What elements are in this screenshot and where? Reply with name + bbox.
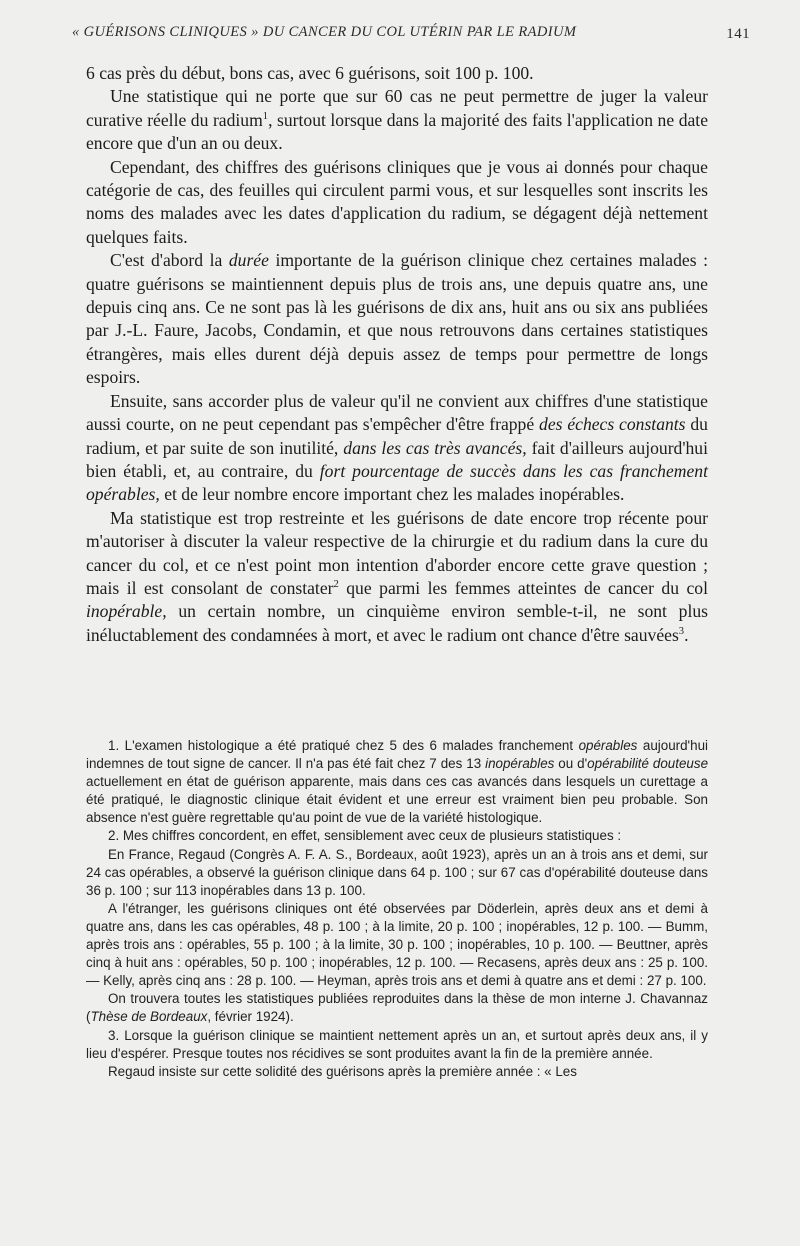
text-run: 6 cas près du début, bons cas, avec 6 guérisons, soit 100 p. 100. — [86, 63, 534, 83]
text-run: 3. Lorsque la guérison clinique se maintient nettement après un an, et surtout après deux ans, il y lieu d'espérer. Presque toutes nos récidives se sont produites avant la fin de la première année. — [86, 1027, 708, 1061]
paragraph-4 — [86, 249, 708, 389]
text-run: On trouvera toutes les statistiques publiées reproduites dans la thèse de mon interne J. Chavannaz ( — [86, 991, 708, 1025]
text-run: et de leur nombre encore important chez les malades inopérables. — [159, 484, 625, 505]
text-run: A l'étranger, les guérisons cliniques ont été observées par Döderlein, après deux ans et demi à quatre ans, dans les cas opérables, 48 p. 100 ; à la limite, 20 p. 100 ; inopérables, 12 p. 100. — Bumm, après trois ans : opérables, 55 p. 100 ; à la limite, 30 p. 100 ; inopérables, 10 p. 100. — Beuttner, après cinq à huit ans : opérables, 50 p. 100 ; inopérables, 12 p. 100. — Recasens, après deux ans : 25 p. 100. — Kelly, après cinq ans : 28 p. 100. — Heyman, après trois ans et demi à quatre ans et demi : 27 p. 100. — [86, 900, 708, 989]
footnote-ref-2: 2 — [333, 579, 339, 591]
footnote-1 — [86, 737, 708, 827]
paragraph-1 — [86, 62, 708, 85]
footnote-3-regaud — [86, 1063, 708, 1081]
text-run: un certain nombre, un cinquième environ semble-t-il, ne sont plus inéluctablement des condamnées à mort, et avec le radium ont chance d'être sauvées — [86, 601, 708, 645]
running-header — [60, 20, 750, 50]
emphasis: Thèse de Bordeaux — [90, 1009, 208, 1025]
paragraph-6 — [86, 507, 708, 647]
text-run: En France, Regaud (Congrès A. F. A. S., Bordeaux, août 1923), après un an à trois ans et demi, sur 24 cas opérables, a observé la guérison clinique dans 64 p. 100 ; sur 67 cas d'opérabilité douteuse dans 36 p. 100 ; sur 113 inopérables dans 13 p. 100. — [86, 846, 708, 898]
text-run: aujourd'hui indemnes de tout signe de cancer. Il n'a pas été fait chez 7 des 13 — [86, 738, 708, 772]
footnote-ref-3: 3 — [678, 625, 685, 637]
text-run: fait d'ailleurs aujourd'hui bien établi, et, au contraire, du — [86, 437, 708, 481]
text-run: Ensuite, sans accorder plus de valeur qu'il ne convient aux chiffres d'une statistique aussi courte, on ne peut cependant pas s'empêcher d'être frappé — [86, 390, 708, 435]
footnote-ref-1: 1 — [262, 110, 269, 122]
footnote-2-these — [86, 990, 708, 1026]
footnotes — [86, 737, 708, 1081]
emphasis: opérables — [578, 738, 638, 753]
footnote-2 — [86, 827, 708, 845]
text-run: . — [684, 624, 689, 645]
emphasis: inopérables — [485, 756, 555, 772]
emphasis: dans les cas très avancés, — [343, 437, 527, 458]
text-run: actuellement en état de guérison apparente, mais dans ces cas avancés dans lesquels un curettage a été pratiqué, le diagnostic clinique était évident et une erreur est vraiment bien peu probable. Son absence n'est guère regrettable qu'au point de vue de la variété histologique. — [86, 774, 708, 826]
footnote-2-etranger — [86, 900, 708, 990]
page-number: 141 — [726, 26, 750, 42]
text-run: ou d' — [554, 756, 588, 772]
emphasis: opérabilité douteuse — [587, 756, 709, 772]
text-run: , surtout lorsque dans la majorité des faits l'application ne date encore que d'un an ou deux. — [86, 109, 708, 154]
text-run: Regaud insiste sur cette solidité des guérisons après la première année : « Les — [108, 1063, 577, 1079]
footnote-3 — [86, 1027, 708, 1063]
text-run: , février 1924). — [207, 1009, 294, 1025]
text-run: Cependant, des chiffres des guérisons cliniques que je vous ai donnés pour chaque catégorie de cas, des feuilles qui circulent parmi vous, et sur lesquelles sont inscrits les noms des malades avec les dates d'application du radium, se dégagent déjà nettement quelques faits. — [86, 156, 708, 247]
footnote-2-france — [86, 846, 708, 900]
text-run: 1. L'examen histologique a été pratiqué chez 5 des 6 malades franchement — [108, 738, 579, 753]
paragraph-2 — [86, 85, 708, 155]
main-text — [86, 62, 708, 647]
emphasis: fort pourcentage de succès dans les cas franchement opérables, — [86, 460, 708, 505]
text-run: Une statistique qui ne porte que sur 60 cas ne peut permettre de juger la valeur curative réelle du radium — [86, 86, 708, 130]
text-run: importante de la guérison clinique chez certaines malades : quatre guérisons se maintiennent depuis plus de trois ans, une depuis quatre ans, une depuis cinq ans. Ce ne sont pas là les guérisons de dix ans, huit ans ou six ans publiées par J.-L. Faure, Jacobs, Condamin, et que nous retrouvons dans certaines statistiques étrangères, mais elles durent déjà depuis assez de temps pour permettre de longs espoirs. — [86, 250, 709, 388]
text-run: C'est d'abord la — [110, 250, 229, 271]
text-run: Ma statistique est trop restreinte et les guérisons de date encore trop récente pour m'autoriser à discuter la valeur respective de la chirurgie et du radium dans la cure du cancer du col, et ce n'est point mon intention d'aborder encore cette grave question ; mais il est consolant de constater — [86, 507, 708, 598]
emphasis: durée — [228, 250, 269, 271]
text-run: du radium, et par suite de son inutilité, — [86, 414, 708, 458]
paragraph-3 — [86, 156, 708, 250]
emphasis: inopérable, — [86, 601, 167, 622]
running-title: « GUÉRISONS CLINIQUES » DU CANCER DU COL UTÉRIN PAR LE RADIUM — [72, 24, 577, 40]
paragraph-5 — [86, 390, 708, 507]
text-run: 2. Mes chiffres concordent, en effet, sensiblement avec ceux de plusieurs statistiques : — [108, 828, 622, 844]
text-run: que parmi les femmes atteintes de cancer du col — [338, 577, 708, 598]
emphasis: des échecs constants — [539, 414, 686, 435]
